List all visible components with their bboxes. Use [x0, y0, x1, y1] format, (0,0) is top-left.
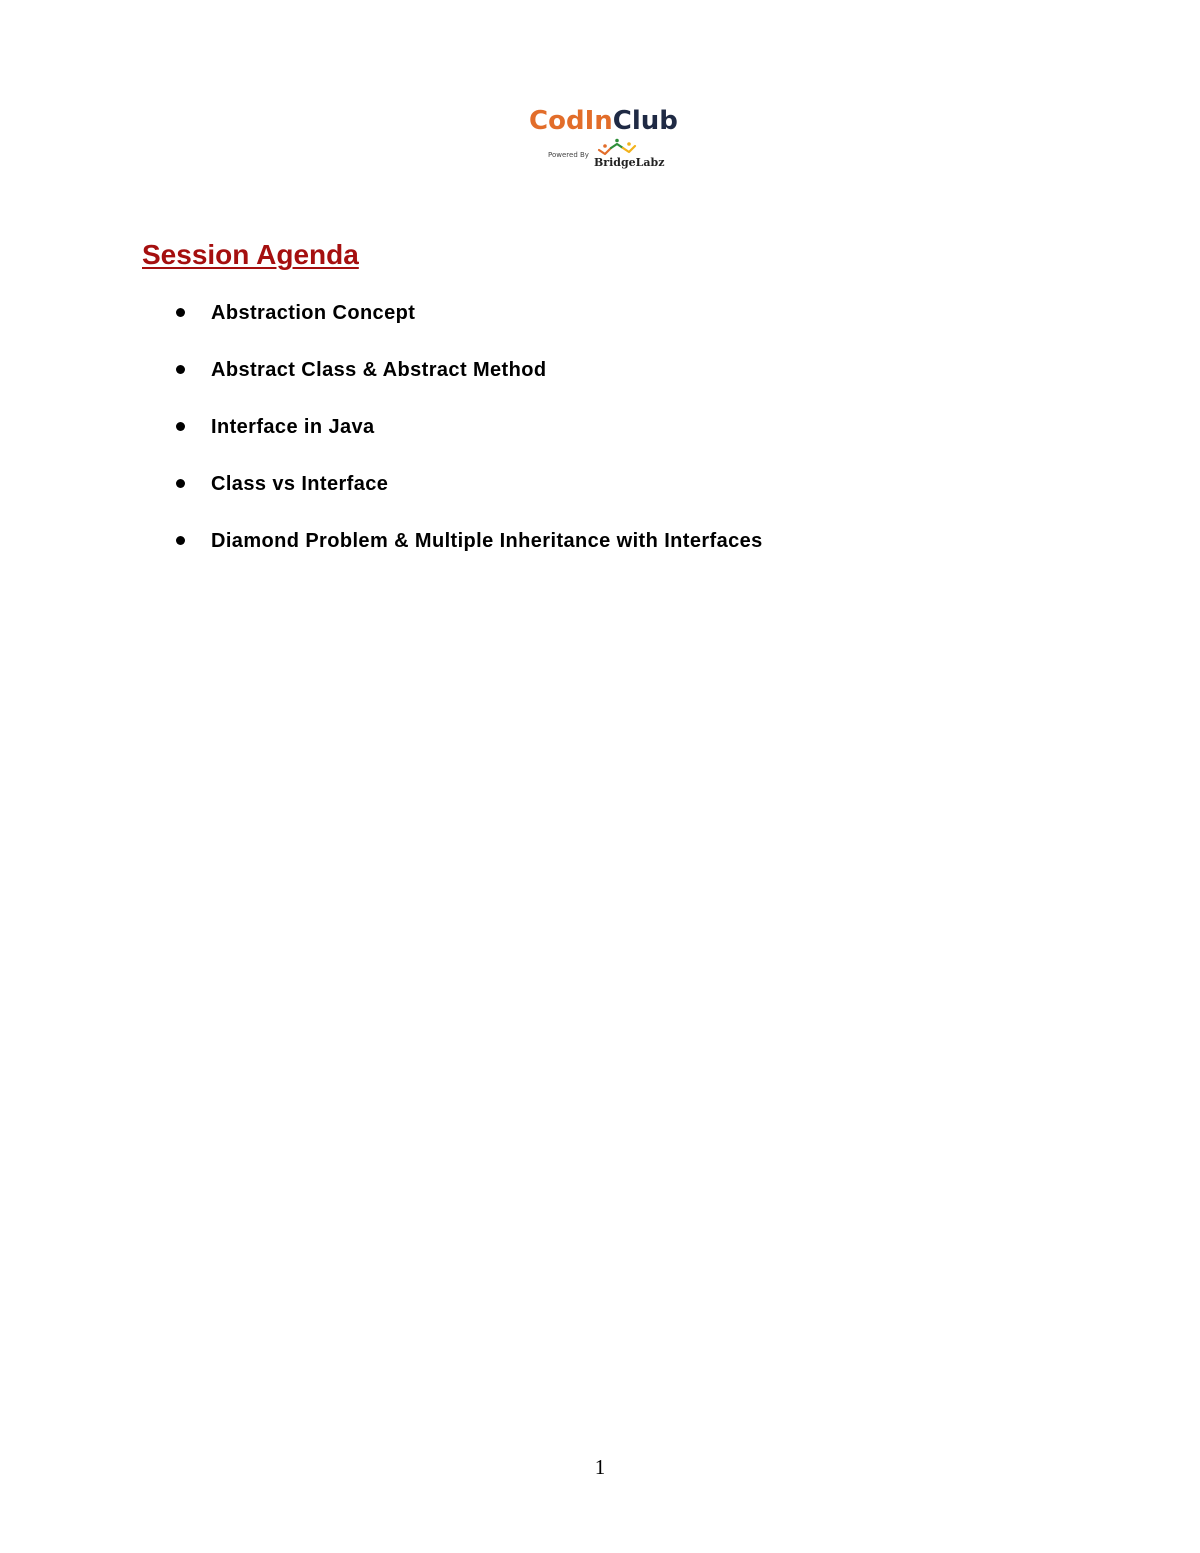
agenda-item-text: Interface in Java	[211, 416, 375, 438]
agenda-item-text: Class vs Interface	[211, 473, 389, 495]
agenda-item-text: Abstract Class & Abstract Method	[211, 359, 547, 381]
logo-wordmark-part-cod: Cod	[529, 106, 585, 136]
bullet-icon	[176, 365, 185, 374]
logo-wordmark-part-in: In	[584, 106, 613, 136]
page-number: 1	[594, 1455, 606, 1479]
bullet-icon	[176, 536, 185, 545]
agenda-item-text: Diamond Problem & Multiple Inheritance with Interfaces	[211, 530, 763, 552]
logo-powered-by: Powered By	[548, 151, 589, 159]
session-agenda-heading: Session Agenda	[142, 239, 359, 270]
codinclub-logo	[526, 104, 676, 174]
logo-bridgelabz-name: BridgeLabz	[594, 156, 665, 169]
bullet-icon	[176, 422, 185, 431]
logo-wordmark-part-club: Club	[612, 106, 678, 136]
logo-wordmark	[529, 104, 678, 138]
agenda-item-text: Abstraction Concept	[211, 302, 416, 324]
bullet-icon	[176, 479, 185, 488]
bridgelabz-mark-icon	[595, 138, 645, 158]
bullet-icon	[176, 308, 185, 317]
